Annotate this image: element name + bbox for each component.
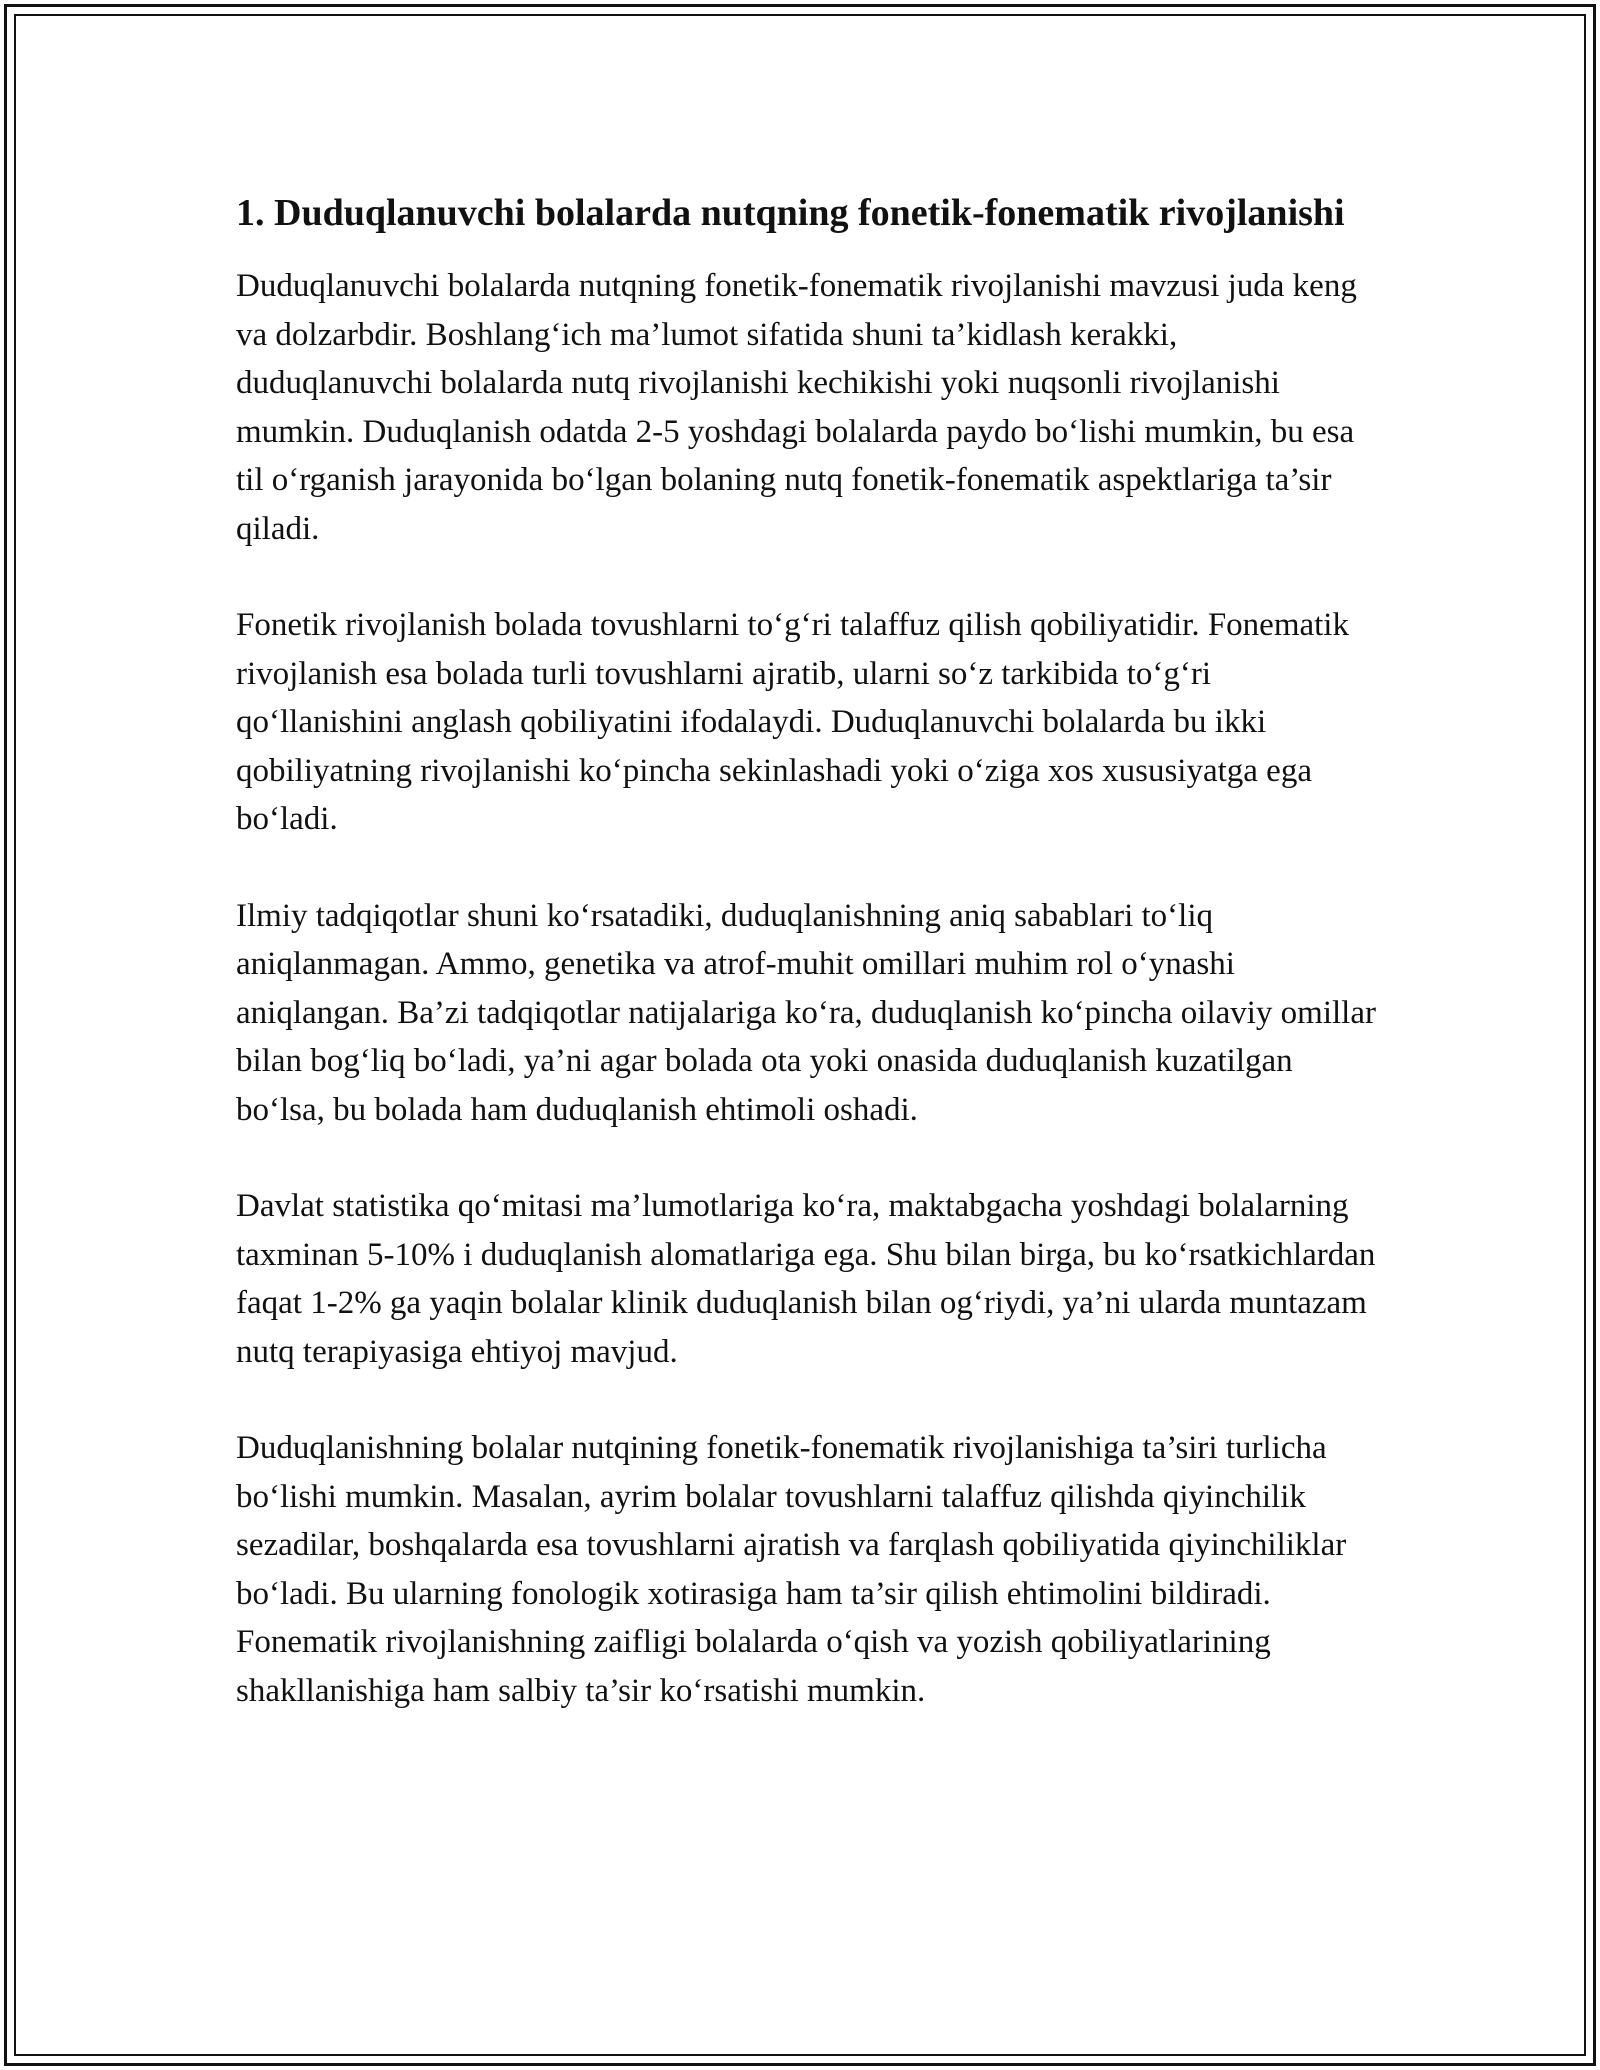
section-heading: 1. Duduqlanuvchi bolalarda nutqning fonetik-fonematik rivojlanishi [236, 192, 1345, 234]
paragraph-3: Ilmiy tadqiqotlar shuni ko‘rsatadiki, duduqlanishning aniq sabablari to‘liq aniqlanmagan. Ammo, genetika va atrof-muhit omillari muhim rol o‘ynashi aniqlangan. Ba’zi tadqiqotlar natijalariga ko‘ra, duduqlanish ko‘pincha oilaviy omillar bilan bog‘liq bo‘ladi, ya’ni agar bolada ota yoki onasida duduqlanish kuzatilgan bo‘lsa, bu bolada ham duduqlanish ehtimoli oshadi. [236, 897, 1376, 1128]
paragraph-4: Davlat statistika qo‘mitasi ma’lumotlariga ko‘ra, maktabgacha yoshdagi bolalarning taxminan 5-10% i duduqlanish alomatlariga ega. Shu bilan birga, bu ko‘rsatkichlardan faqat 1-2% ga yaqin bolalar klinik duduqlanish bilan og‘riydi, ya’ni ularda muntazam nutq terapiyasiga ehtiyoj mavjud. [236, 1188, 1376, 1370]
paragraph-2: Fonetik rivojlanish bolada tovushlarni to‘g‘ri talaffuz qilish qobiliyatidir. Fonematik rivojlanish esa bolada turli tovushlarni ajratib, ularni so‘z tarkibida to‘g‘ri qo‘llanishini anglash qobiliyatini ifodalaydi. Duduqlanuvchi bolalarda bu ikki qobiliyatning rivojlanishi ko‘pincha sekinlashadi yoki o‘ziga xos xususiyatga ega bo‘ladi. [236, 607, 1349, 837]
document-body [236, 186, 1376, 1763]
paragraph-1: Duduqlanuvchi bolalarda nutqning fonetik-fonematik rivojlanishi mavzusi juda keng va dolzarbdir. Boshlang‘ich ma’lumot sifatida shuni ta’kidlash kerakki, duduqlanuvchi bolalarda nutq rivojlanishi kechikishi yoki nuqsonli rivojlanishi mumkin. Duduqlanish odatda 2-5 yoshdagi bolalarda paydo bo‘lishi mumkin, bu esa til o‘rganish jarayonida bo‘lgan bolaning nutq fonetik-fonematik aspektlariga ta’sir qiladi. [236, 268, 1357, 547]
paragraph-5: Duduqlanishning bolalar nutqining fonetik-fonematik rivojlanishiga ta’siri turlicha bo‘lishi mumkin. Masalan, ayrim bolalar tovushlarni talaffuz qilishda qiyinchilik sezadilar, boshqalarda esa tovushlarni ajratish va farqlash qobiliyatida qiyinchiliklar bo‘ladi. Bu ularning fonologik xotirasiga ham ta’sir qilish ehtimolini bildiradi. Fonematik rivojlanishning zaifligi bolalarda o‘qish va yozish qobiliyatlarining shakllanishiga ham salbiy ta’sir ko‘rsatishi mumkin. [236, 1430, 1347, 1709]
